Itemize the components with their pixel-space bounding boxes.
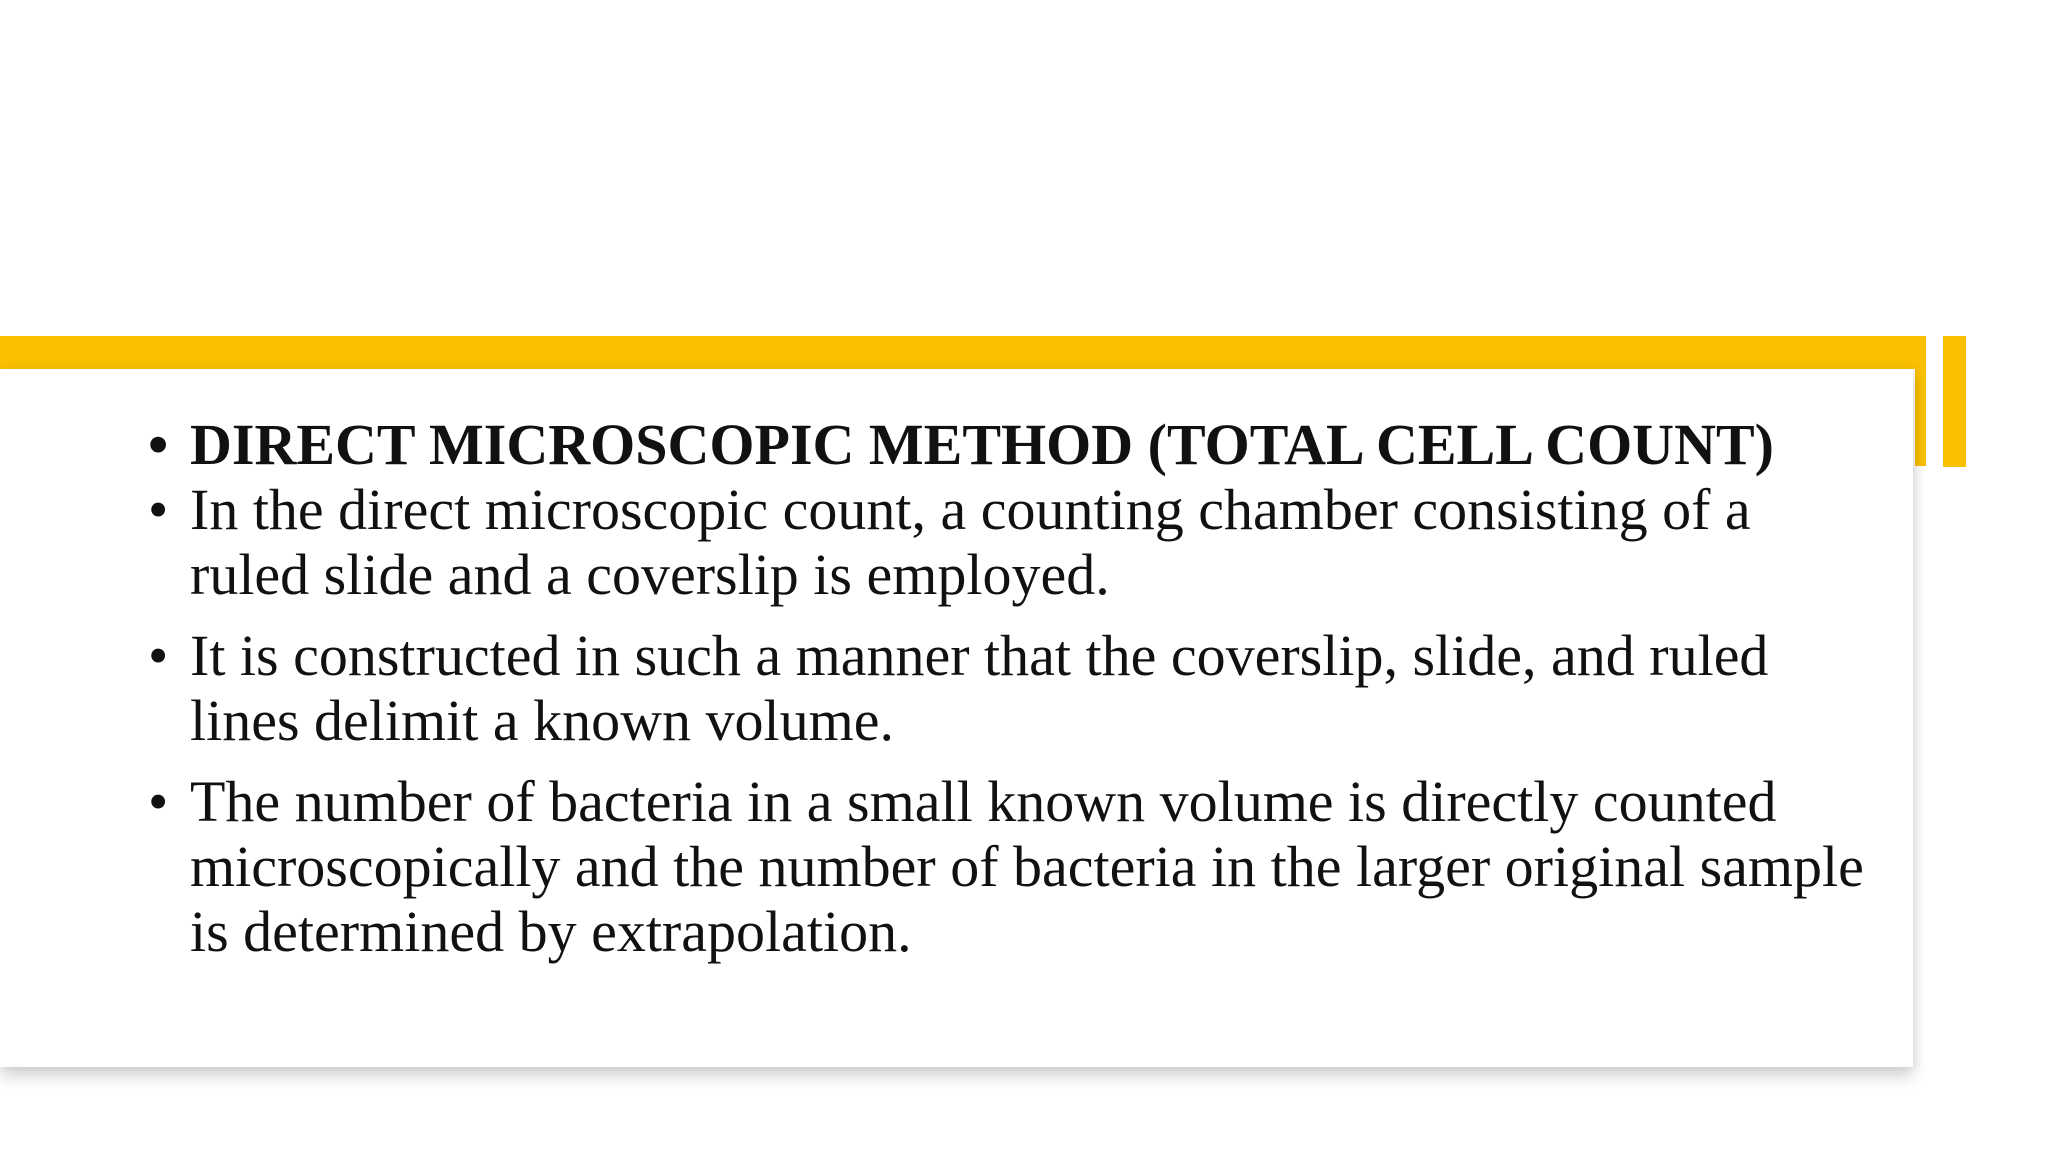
accent-right-stripe-outer [1943,336,1966,467]
bullet-symbol: • [148,477,169,542]
bullet-symbol: • [148,623,169,688]
bullet-symbol: • [148,769,169,834]
bullet-text: In the direct microscopic count, a counting chamber consisting of a ruled slide and a coverslip is employed. [190,477,1751,607]
accent-top-bar [0,336,1925,369]
bullet-item [148,477,1868,607]
bullet-item-heading [148,412,1868,477]
bullet-text: DIRECT MICROSCOPIC METHOD (TOTAL CELL COUNT) [190,412,1774,477]
bullet-symbol: • [148,412,169,477]
bullet-item [148,769,1868,964]
accent-right-stripe [1915,336,1926,466]
bullet-list [148,412,1868,980]
bullet-text: It is constructed in such a manner that the coverslip, slide, and ruled lines delimit a known volume. [190,623,1769,753]
bullet-text: The number of bacteria in a small known volume is directly counted microscopically and the number of bacteria in the larger original sample is determined by extrapolation. [190,769,1864,964]
bullet-item [148,623,1868,753]
